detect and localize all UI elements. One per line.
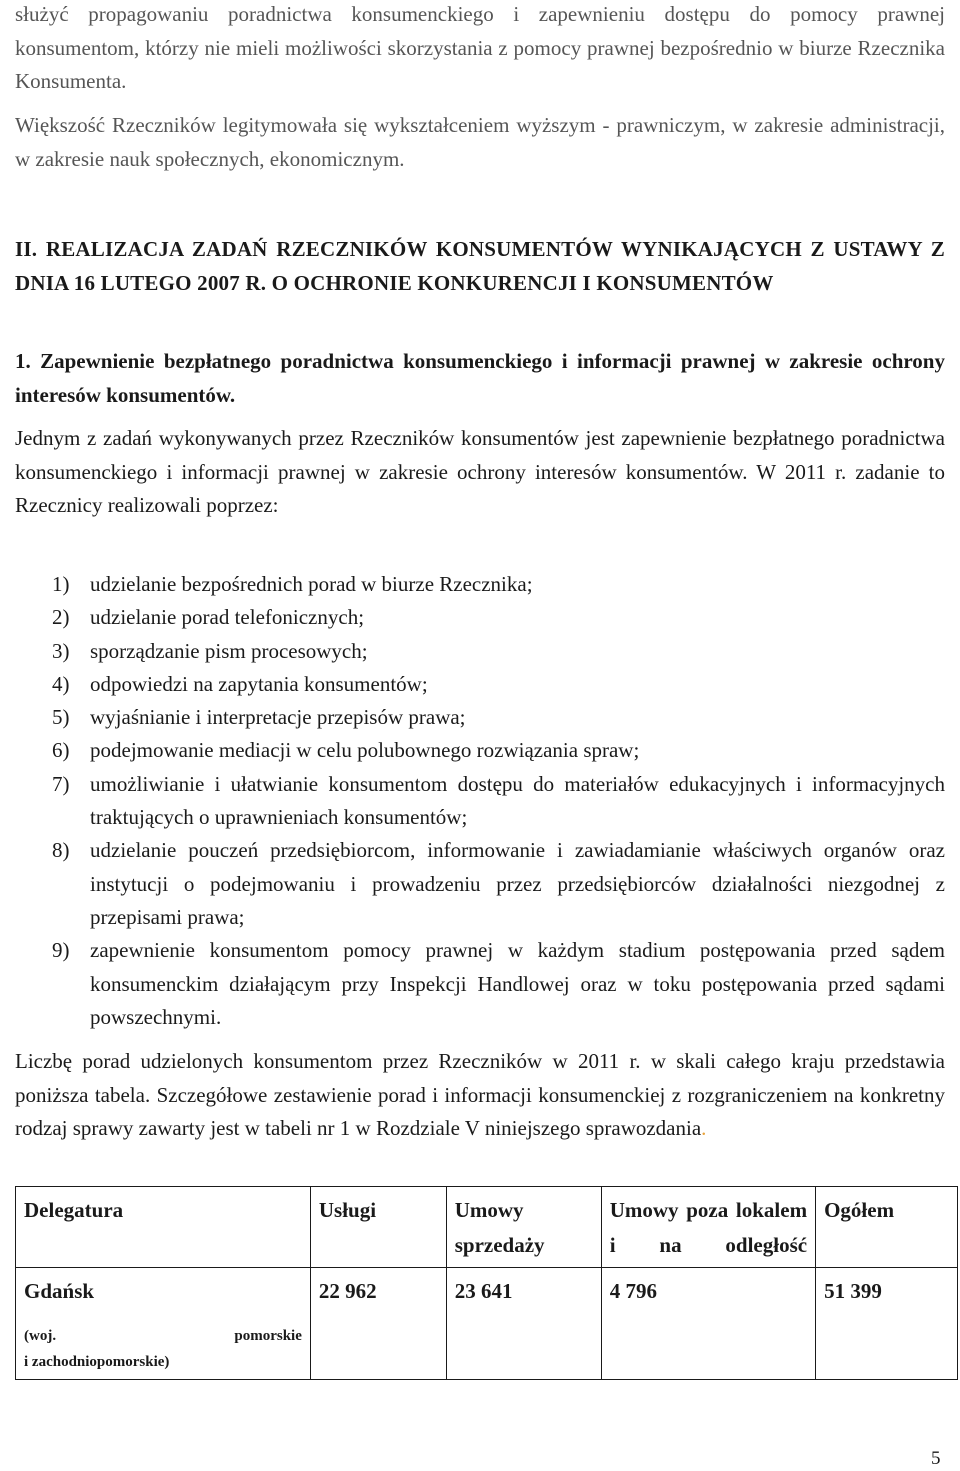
- list-item: [15, 934, 945, 1034]
- table-intro-text: Liczbę porad udzielonych konsumentom przez Rzeczników w 2011 r. w skali całego kraju przedstawia poniższa tabela. Szczegółowe zestawienie porad i informacji konsumenckiej z rozgraniczeniem na konkretny rodzaj sprawy zawarty jest w tabeli nr 1 w Rozdziale V niniejszego sprawozdania: [15, 1049, 945, 1140]
- list-item: [15, 734, 945, 767]
- subsection-heading: 1. Zapewnienie bezpłatnego poradnictwa konsumenckiego i informacji prawnej w zakresie ochrony interesów konsumentów.: [15, 349, 945, 407]
- tasks-intro-paragraph: Jednym z zadań wykonywanych przez Rzeczników konsumentów jest zapewnienie bezpłatnego poradnictwa konsumenckiego i informacji prawnej w zakresie ochrony interesów konsumentów. W 2011 r. zadanie to Rzecznicy realizowali poprzez:: [15, 426, 945, 517]
- cell-uslugi: 22 962: [310, 1268, 446, 1380]
- list-item-text: udzielanie bezpośrednich porad w biurze Rzecznika;: [90, 572, 533, 596]
- cell-umowy-poza-lokalem: 4 796: [601, 1268, 815, 1380]
- list-item-text: udzielanie porad telefonicznych;: [90, 605, 365, 630]
- cell-ogolem: 51 399: [816, 1268, 958, 1380]
- cell-delegatura: [16, 1268, 311, 1380]
- list-item: [15, 701, 945, 734]
- header-umowy-poza-lokalem-label: Umowy poza lokalem i na odległość: [609, 1198, 808, 1257]
- delegatura-name: Gdańsk: [24, 1279, 95, 1303]
- list-item-number: 9): [52, 938, 70, 963]
- list-item-number: 4): [52, 671, 70, 696]
- header-delegatura: Delegatura: [16, 1187, 311, 1268]
- region-note-line1: (woj. pomorskie: [24, 1328, 302, 1344]
- education-paragraph: Większość Rzeczników legitymowała się wykształceniem wyższym - prawniczym, w zakresie administracji, w zakresie nauk społecznych, ekonomicznym.: [15, 113, 945, 171]
- region-note: [24, 1323, 302, 1375]
- list-item-text: zapewnienie konsumentom pomocy prawnej w każdym stadium postępowania przed sądem konsumenckim działającym przy Inspekcji Handlowej oraz w toku postępowania przed sądami powszechnymi.: [90, 938, 945, 1029]
- list-item-number: 2): [52, 605, 70, 630]
- list-item-text: podejmowanie mediacji w celu polubownego rozwiązania spraw;: [90, 738, 640, 763]
- table-intro-period: .: [701, 1116, 707, 1140]
- list-item: [15, 635, 945, 668]
- list-item-number: 3): [52, 638, 70, 663]
- page-number: 5: [931, 1448, 941, 1469]
- list-item-text: udzielanie pouczeń przedsiębiorcom, informowanie i zawiadamianie właściwych organów oraz instytucji o podejmowaniu i prowadzeniu przez przedsiębiorców działalności niezgodnej z przepisami prawa;: [90, 838, 945, 929]
- list-item: [15, 668, 945, 701]
- table-header-row: [16, 1187, 958, 1268]
- region-note-line2: i zachodniopomorskie): [24, 1354, 170, 1370]
- list-item-text: odpowiedzi na zapytania konsumentów;: [90, 671, 428, 696]
- list-item: [15, 601, 945, 634]
- list-item-number: 7): [52, 771, 70, 796]
- list-item-text: sporządzanie pism procesowych;: [90, 638, 368, 663]
- table-intro-paragraph: [15, 1045, 945, 1146]
- list-item: [15, 834, 945, 934]
- list-item-number: 5): [52, 705, 70, 730]
- list-item: [15, 768, 945, 835]
- header-ogolem: Ogółem: [816, 1187, 958, 1268]
- intro-paragraph: służyć propagowaniu poradnictwa konsumenckiego i zapewnieniu dostępu do pomocy prawnej konsumentom, którzy nie mieli możliwości skorzystania z pomocy prawnej bezpośrednio w biurze Rzecznika Konsumenta.: [15, 2, 945, 93]
- list-item-text: umożliwianie i ułatwianie konsumentom dostępu do materiałów edukacyjnych i informacyjnych traktujących o uprawnieniach konsumentów;: [90, 771, 945, 830]
- header-uslugi: Usługi: [310, 1187, 446, 1268]
- list-item-text: wyjaśnianie i interpretacje przepisów prawa;: [90, 705, 466, 730]
- tasks-list: [15, 568, 945, 1034]
- header-umowy-poza-lokalem: [601, 1187, 815, 1268]
- list-item-number: 8): [52, 838, 70, 863]
- consultations-table: [15, 1186, 958, 1380]
- list-item: [15, 568, 945, 601]
- header-umowy-sprzedazy: Umowy sprzedaży: [446, 1187, 601, 1268]
- cell-umowy-sprzedazy: 23 641: [446, 1268, 601, 1380]
- section-heading: II. REALIZACJA ZADAŃ RZECZNIKÓW KONSUMENTÓW WYNIKAJĄCYCH Z USTAWY Z DNIA 16 LUTEGO 2007 R. O OCHRONIE KONKURENCJI I KONSUMENTÓW: [15, 237, 945, 295]
- table-row: [16, 1268, 958, 1380]
- list-item-number: 6): [52, 738, 70, 763]
- list-item-number: 1): [52, 572, 70, 596]
